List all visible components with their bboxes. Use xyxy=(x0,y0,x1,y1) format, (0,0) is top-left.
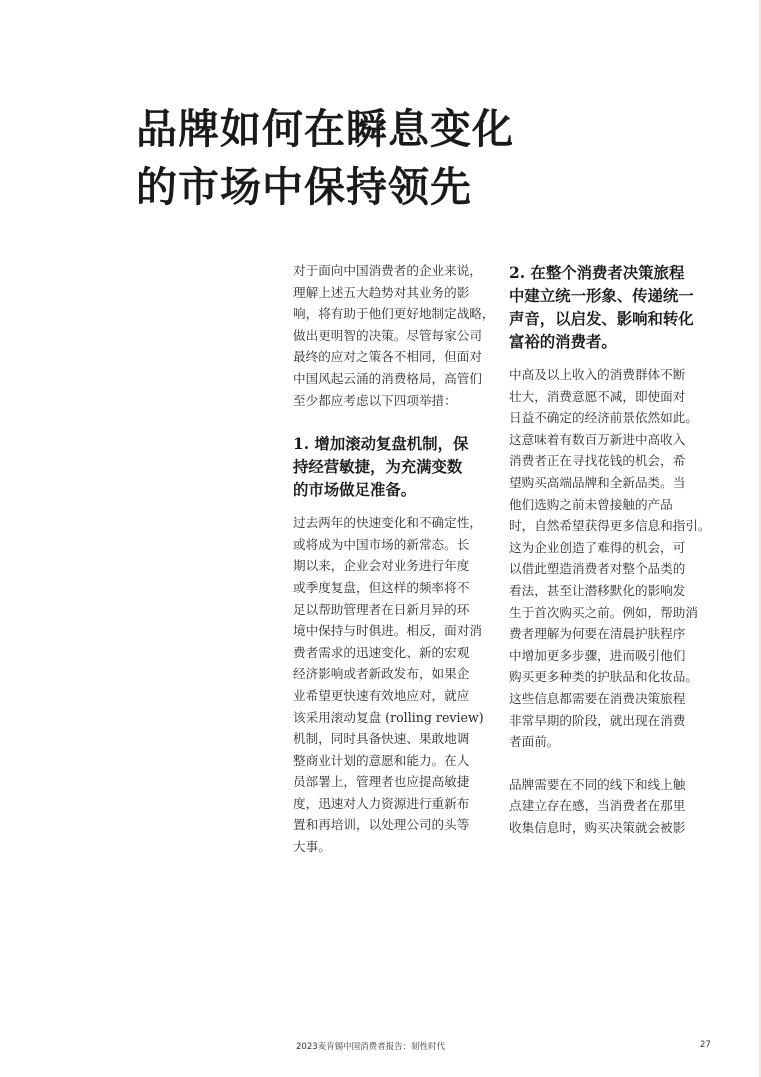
section-1-heading: 1. 增加滚动复盘机制，保 持经营敏捷，为充满变数 的市场做足准备。 xyxy=(293,435,469,500)
section-2-body-2: 品牌需要在不同的线下和线上触 点建立存在感，当消费者在那里 收集信息时，购买决策就会被影 xyxy=(509,776,686,835)
section-2-heading: 2. 在整个消费者决策旅程 中建立统一形象、传递统一 声音，以启发、影响和转化 富裕的消费者。 xyxy=(509,264,694,351)
page-title xyxy=(136,100,696,216)
title-line-1: 品牌如何在瞬息变化 xyxy=(136,105,514,153)
section-2-body-1: 中高及以上收入的消费群体不断 壮大，消费意愿不减，即使面对 日益不确定的经济前景依然如此。 这意味着有数百万新进中高收入 消费者正在寻找花钱的机会，希 望购买高端品牌和全新品类。当 他们选购之前未曾接触的产品 时，自然希望获得更多信息和指引。 这为企业创造了难得的机会，可 以借此塑造消费者对整个品类的 看法，甚至让潜移默化的影响发 生于首次购买之前。例如，帮助消 费者理解为何要在清晨护肤程序 中增加更多步骤，进而吸引他们 购买更多种类的护肤品和化妆品。 这些信息都需要在消费决策旅程 非常早期的阶段，就出现在消费 者面前。 xyxy=(509,367,711,750)
section-1-body: 过去两年的快速变化和不确定性， 或将成为中国市场的新常态。长 期以来，企业会对业务进行年度 或季度复盘，但这样的频率将不 足以帮助管理者在日新月异的环 境中保持与时俱进。相反，面对消 费者需求的迅速变化、新的宏观 经济影响或者新政发布，如果企 业希望更快速有效地应对，就应 该采用滚动复盘 (rolling review) 机制，同时具备快速、果敢地调 整商业计划的意愿和能力。在人 员部署上，管理者也应提高敏捷 度，迅速对人力资源进行重新布 置和再培训，以处理公司的头等 大事。 xyxy=(293,515,484,855)
intro-paragraph: 对于面向中国消费者的企业来说， 理解上述五大趋势对其业务的影 响，将有助于他们更好地制定战略， 做出更明智的决策。尽管每家公司 最终的应对之策各不相同，但面对 中国风起云涌的消费格局，高管们 至少都应考虑以下四项举措： xyxy=(293,263,495,408)
page-number: 27 xyxy=(700,1040,711,1050)
footer-report-title: 2023麦肯锡中国消费者报告：韧性时代 xyxy=(296,1042,446,1052)
page-footer xyxy=(0,1040,761,1054)
right-column xyxy=(509,260,725,838)
left-column xyxy=(293,260,503,858)
title-line-2: 的市场中保持领先 xyxy=(136,163,472,211)
